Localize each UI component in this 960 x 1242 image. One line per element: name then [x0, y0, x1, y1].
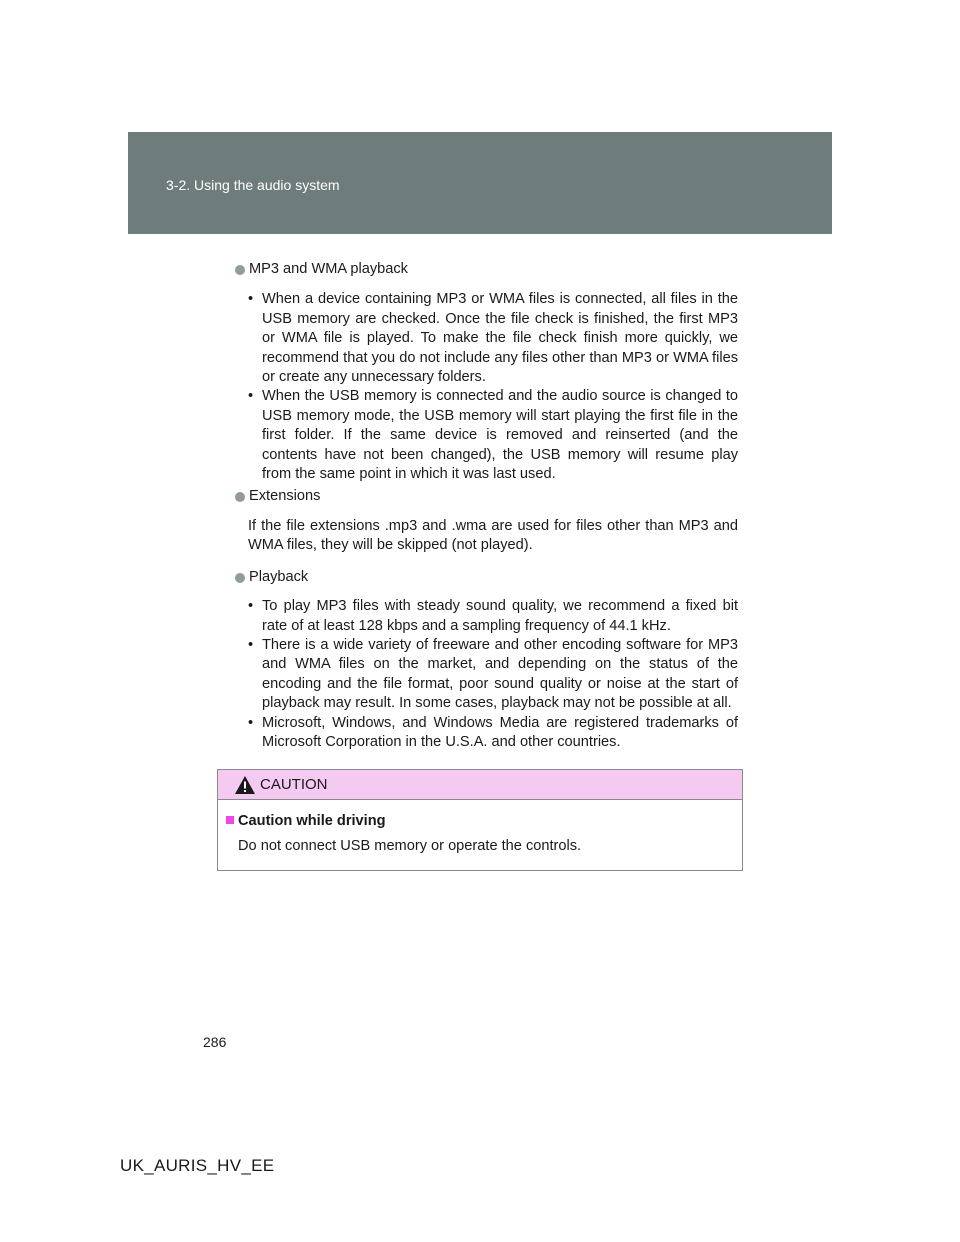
- bullet-list: [248, 290, 738, 484]
- section-heading-text: Extensions: [249, 488, 321, 505]
- section-heading-text: Playback: [249, 568, 309, 585]
- section-heading-mp3-wma: [236, 260, 738, 279]
- section-heading-extensions: [236, 487, 738, 506]
- caution-title: CAUTION: [260, 776, 328, 793]
- section-header-bar: [128, 132, 832, 234]
- page-number: 286: [203, 1034, 227, 1050]
- caution-text: Do not connect USB memory or operate the controls.: [238, 838, 582, 854]
- section-heading-playback: [236, 568, 738, 587]
- list-item: • There is a wide variety of freeware and other encoding software for MP3 and WMA files on the market, and depending on the status of the encoding and the file format, poor sound quality or noise at the start of playback may result. In some cases, playback may not be possible at all.: [248, 636, 738, 712]
- bullet-list: [248, 597, 738, 752]
- list-item: • Microsoft, Windows, and Windows Media are registered trademarks of Microsoft Corporation in the U.S.A. and other countries.: [248, 714, 738, 750]
- list-item: • When the USB memory is connected and the audio source is changed to USB memory mode, the USB memory will start playing the first file in the first folder. If the same device is removed and reinserted (and the contents have not been changed), the USB memory will resume play from the same point in which it was last used.: [248, 388, 738, 483]
- list-item: • When a device containing MP3 or WMA files is connected, all files in the USB memory are checked. Once the file check is finished, the first MP3 or WMA file is played. To make the file check finish more quickly, we recommend that you do not include any files other than MP3 or WMA files or create any unnecessary folders.: [248, 291, 738, 386]
- square-bullet-icon: [226, 816, 234, 824]
- section-title: 3-2. Using the audio system: [166, 177, 340, 193]
- footer-code: UK_AURIS_HV_EE: [120, 1156, 275, 1175]
- caution-box: [217, 769, 743, 871]
- main-content: [236, 260, 738, 755]
- caution-body: [218, 800, 742, 856]
- list-item: • To play MP3 files with steady sound quality, we recommend a fixed bit rate of at least 128 kbps and a sampling frequency of 44.1 kHz.: [248, 598, 738, 634]
- caution-header: [218, 770, 742, 800]
- bullet-dot-icon: [235, 492, 245, 502]
- caution-subheading: Caution while driving: [226, 812, 742, 831]
- section-heading-text: MP3 and WMA playback: [249, 261, 408, 277]
- warning-triangle-icon: [234, 775, 256, 795]
- bullet-dot-icon: [235, 573, 245, 583]
- bullet-dot-icon: [235, 265, 245, 275]
- section-paragraph: If the file extensions .mp3 and .wma are used for files other than MP3 and WMA files, they will be skipped (not played).: [248, 517, 738, 554]
